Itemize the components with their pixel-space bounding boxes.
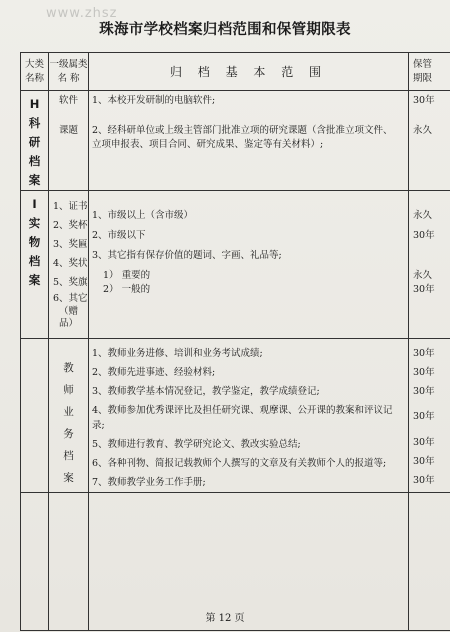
subcat-other-note: （赠 <box>59 306 79 317</box>
header-scope: 归 档 基 本 范 围 <box>89 53 409 91</box>
list-item: 7、教师教学业务工作手册; <box>92 477 206 488</box>
subcat-physical <box>49 191 89 339</box>
list-item: 1、教师业务进修、培训和业务考试成绩; <box>92 348 263 359</box>
subcat-other: 6、其它 <box>53 293 88 304</box>
category-char: 研 <box>28 135 41 149</box>
category-char: 档 <box>28 154 41 168</box>
category-char: H <box>29 97 40 111</box>
scope-physical <box>89 191 409 339</box>
period-value: 永久 <box>413 125 433 136</box>
list-item: 1、本校开发研制的电脑软件; <box>92 95 216 106</box>
period-value: 30年 <box>413 348 435 359</box>
category-char: I <box>32 197 37 211</box>
header-category <box>21 53 49 91</box>
list-item: 2、教师先进事迹、经验材料; <box>92 367 216 378</box>
subcat-char: 案 <box>63 472 74 484</box>
subcat-char: 务 <box>63 428 74 440</box>
page-title: 珠海市学校档案归档范围和保管期限表 <box>99 22 351 38</box>
section-teacher <box>21 339 450 493</box>
category-char: 案 <box>28 273 41 287</box>
period-value: 30年 <box>413 284 435 295</box>
header-period-line2: 期限 <box>413 72 433 84</box>
category-char: 案 <box>28 173 41 187</box>
list-item: 3、其它指有保存价值的题词、字画、礼品等; <box>92 250 282 261</box>
period-value: 永久 <box>413 270 433 281</box>
subcat-char: 教 <box>63 362 74 374</box>
list-item: 立项申报表、项目合同、研究成果、鉴定等有关材料）; <box>92 139 324 150</box>
subcat-plaque: 3、奖匾 <box>53 239 88 250</box>
list-item: 6、各种刊物、简报记载教师个人撰写的文章及有关教师个人的报道等; <box>92 458 387 469</box>
list-item: 录; <box>92 420 105 431</box>
period-value: 30年 <box>413 411 435 422</box>
subcat-award: 4、奖状 <box>53 258 88 269</box>
period-teacher <box>409 339 450 493</box>
period-value: 30年 <box>413 386 435 397</box>
category-research <box>21 91 49 191</box>
list-item: 3、教师教学基本情况登记，教学鉴定，教学成绩登记; <box>92 386 320 397</box>
category-char: 物 <box>28 235 41 249</box>
watermark: www.zhsz <box>46 6 118 21</box>
period-research <box>409 91 450 191</box>
subcat-teacher <box>49 339 89 493</box>
category-char: 实 <box>28 216 41 230</box>
period-value: 30年 <box>413 367 435 378</box>
header-category-line2: 名称 <box>24 72 44 84</box>
period-value: 30年 <box>413 456 435 467</box>
category-physical <box>21 191 49 339</box>
section-research <box>21 91 450 191</box>
subcat-project: 课题 <box>58 125 78 136</box>
period-value: 30年 <box>413 95 435 106</box>
list-item: 2、经科研单位或上级主管部门批准立项的研究课题（含批准立项文件、 <box>92 125 393 136</box>
list-item: 5、教师进行教育、教学研究论文、教改实验总结; <box>92 439 301 450</box>
category-teacher <box>21 339 49 493</box>
section-physical <box>21 191 450 339</box>
subcat-trophy: 2、奖杯 <box>53 220 88 231</box>
subcat-char: 业 <box>63 406 74 418</box>
subcat-other-note: 品） <box>59 318 79 329</box>
period-physical <box>409 191 450 339</box>
list-item: 4、教师参加优秀课评比及担任研究课、观摩课、公开课的教案和评议记 <box>92 405 393 416</box>
header-period <box>409 53 450 91</box>
period-value: 30年 <box>413 230 435 241</box>
period-value: 永久 <box>413 210 433 221</box>
subcat-banner: 5、奖旗 <box>53 277 88 288</box>
table-header-row <box>21 53 450 91</box>
subcat-certificate: 1、证书 <box>53 201 88 212</box>
period-value: 30年 <box>413 437 435 448</box>
archive-table <box>20 52 450 631</box>
subcat-software: 软件 <box>58 95 78 106</box>
header-period-line1: 保管 <box>413 58 433 70</box>
subcat-research <box>49 91 89 191</box>
period-value: 30年 <box>413 475 435 486</box>
category-char: 科 <box>28 116 41 130</box>
list-item: 1、市级以上（含市级） <box>92 210 194 221</box>
header-subcategory-line1: 一级属类 <box>49 58 88 70</box>
header-category-line1: 大类 <box>24 58 44 70</box>
list-item: 2、市级以下 <box>92 230 146 241</box>
page-number: 第 12 页 <box>205 613 245 624</box>
subcat-char: 档 <box>63 450 74 462</box>
subcat-char: 师 <box>63 384 74 396</box>
scope-teacher <box>89 339 409 493</box>
list-item: 1） 重要的 <box>103 270 151 281</box>
list-item: 2） 一般的 <box>103 284 151 295</box>
category-char: 档 <box>28 254 41 268</box>
header-subcategory-line2: 名 称 <box>57 72 80 84</box>
scope-research <box>89 91 409 191</box>
header-subcategory <box>49 53 89 91</box>
